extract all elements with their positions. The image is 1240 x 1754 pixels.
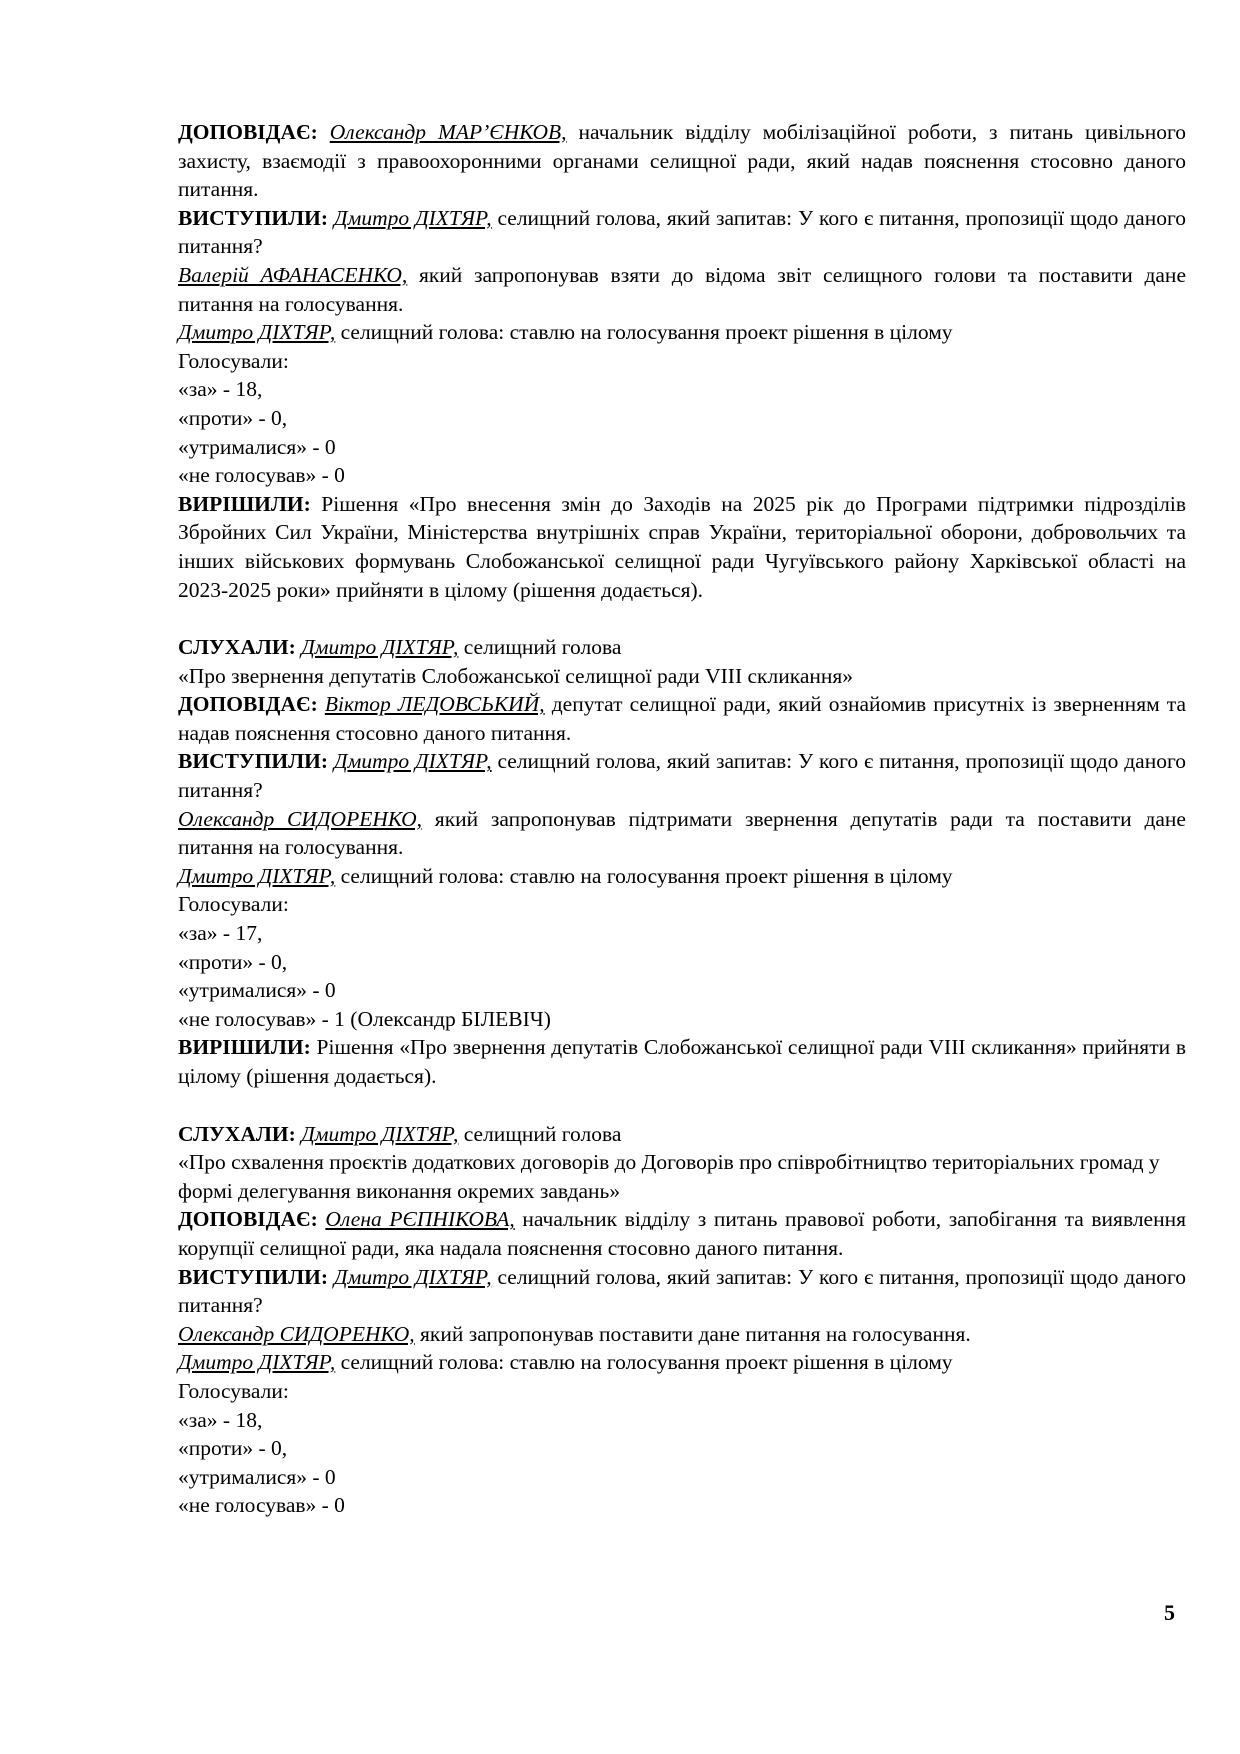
minutes-line [178, 976, 1186, 1005]
person-name: Дмитро ДІХТЯР, [333, 1264, 492, 1289]
section-label: СЛУХАЛИ: [178, 1121, 296, 1146]
minutes-line [178, 1463, 1186, 1492]
line-text: депутат селищної ради, який ознайомив присутніх із зверненням та надав пояснення стосовно даного питання. [178, 692, 1186, 745]
section-label: ДОПОВІДАЄ: [178, 692, 318, 717]
person-name: Дмитро ДІХТЯР, [301, 635, 459, 660]
minutes-line [178, 433, 1186, 462]
line-text: селищний голова [458, 1121, 622, 1146]
minutes-line [178, 862, 1186, 891]
section-label: ВИРІШИЛИ: [178, 1035, 311, 1060]
line-text: селищний голова, який запитав: У кого є питання, пропозиції щодо даного питання? [178, 749, 1186, 803]
minutes-line [178, 375, 1186, 404]
line-text: «проти» - 0, [178, 949, 288, 974]
line-text: який запропонував взяти до відома звіт селищного голови та поставити дане питання на голосування. [178, 262, 1186, 316]
line-text: «за» - 18, [178, 1407, 263, 1432]
page-number: 5 [1164, 1600, 1175, 1625]
minutes-line [178, 1120, 1186, 1149]
person-name: Віктор ЛЕДОВСЬКИЙ, [324, 692, 545, 717]
line-text: Рішення «Про звернення депутатів Слобожанської селищної ради VIII скликання» прийняти в цілому (рішення додається). [178, 1035, 1186, 1088]
minutes-line [178, 204, 1186, 261]
minutes-line [178, 1348, 1186, 1377]
section-label: ДОПОВІДАЄ: [178, 120, 318, 144]
line-text: селищний голова: ставлю на голосування проект рішення в цілому [335, 320, 953, 345]
minutes-line [178, 1434, 1186, 1463]
line-text: «утрималися» - 0 [178, 978, 336, 1003]
line-text: начальник відділу з питань правової роботи, запобігання та виявлення корупції селищної ради, яка надала пояснення стосовно даного питання. [178, 1207, 1186, 1260]
line-text: Голосували: [178, 348, 289, 373]
section-gap [178, 604, 1186, 633]
section-label: ВИСТУПИЛИ: [178, 749, 329, 774]
line-text: Голосували: [178, 892, 289, 917]
person-name: Дмитро ДІХТЯР, [333, 205, 492, 230]
person-name: Валерій АФАНАСЕНКО, [178, 262, 408, 287]
minutes-section [178, 633, 1186, 1091]
minutes-line [178, 461, 1186, 490]
section-label: ВИСТУПИЛИ: [178, 1264, 329, 1289]
person-name: Олена РЄПНІКОВА, [325, 1207, 515, 1232]
minutes-line [178, 1148, 1186, 1205]
line-text: Голосували: [178, 1378, 289, 1403]
line-text: начальник відділу мобілізаційної роботи, з питань цивільного захисту, взаємодії з правоохоронними органами селищної ради, який надав пояснення стосовно даного питання. [178, 120, 1187, 202]
section-label: ВИСТУПИЛИ: [178, 205, 329, 230]
minutes-section [178, 1120, 1186, 1520]
section-label: ДОПОВІДАЄ: [178, 1207, 318, 1232]
line-text: «Про схвалення проєктів додаткових договорів до Договорів про співробітництво територіальних громад у формі делегування виконання окремих завдань» [178, 1150, 1160, 1203]
minutes-line [178, 1406, 1186, 1435]
section-label: ВИРІШИЛИ: [178, 491, 311, 516]
line-text: «за» - 18, [178, 377, 263, 402]
line-text: «Про звернення депутатів Слобожанської селищної ради VIII скликання» [178, 663, 854, 688]
minutes-line [178, 948, 1186, 977]
line-text: «не голосував» - 0 [178, 1493, 345, 1518]
minutes-line [178, 633, 1186, 662]
minutes-line [178, 747, 1186, 804]
minutes-line [178, 118, 1186, 204]
minutes-line [178, 1377, 1186, 1406]
person-name: Олександр СИДОРЕНКО, [178, 1321, 415, 1346]
minutes-line [178, 1205, 1186, 1262]
line-text: селищний голова, який запитав: У кого є питання, пропозиції щодо даного питання? [178, 1264, 1186, 1318]
minutes-line [178, 805, 1186, 862]
document-page [178, 118, 1186, 1520]
line-text: селищний голова, який запитав: У кого є питання, пропозиції щодо даного питання? [178, 205, 1186, 259]
minutes-line [178, 690, 1186, 747]
line-text: «проти» - 0, [178, 1436, 288, 1461]
line-text: який запропонував поставити дане питання на голосування. [414, 1321, 971, 1346]
section-label: СЛУХАЛИ: [178, 635, 296, 660]
line-text: «проти» - 0, [178, 405, 288, 430]
minutes-section [178, 118, 1186, 604]
person-name: Дмитро ДІХТЯР, [178, 863, 336, 888]
person-name: Олександр МАР’ЄНКОВ, [329, 120, 567, 144]
section-gap [178, 1091, 1186, 1120]
line-text: селищний голова [458, 635, 622, 660]
minutes-line [178, 261, 1186, 318]
line-text: «утрималися» - 0 [178, 1464, 336, 1489]
line-text: «за» - 17, [178, 921, 263, 946]
minutes-line [178, 890, 1186, 919]
minutes-line [178, 318, 1186, 347]
minutes-line [178, 347, 1186, 376]
minutes-line [178, 1263, 1186, 1320]
minutes-line [178, 404, 1186, 433]
line-text: селищний голова: ставлю на голосування проект рішення в цілому [335, 863, 953, 888]
line-text: який запропонував підтримати звернення депутатів ради та поставити дане питання на голосування. [178, 806, 1186, 860]
minutes-line [178, 1033, 1186, 1090]
line-text: «утрималися» - 0 [178, 434, 336, 459]
line-text: «не голосував» - 0 [178, 463, 345, 488]
minutes-line [178, 919, 1186, 948]
minutes-line [178, 490, 1186, 604]
person-name: Дмитро ДІХТЯР, [178, 1350, 336, 1375]
line-text: Рішення «Про внесення змін до Заходів на 2025 рік до Програми підтримки підрозділів Збройних Сил України, Міністерства внутрішніх справ України, територіальної оборони, добровольчих та інших військових формувань Слобожанської селищної ради Чугуївського району Харківської області на 2023-2025 роки» прийняти в цілому (рішення додається). [178, 491, 1186, 602]
minutes-line [178, 662, 1186, 691]
person-name: Дмитро ДІХТЯР, [333, 749, 492, 774]
person-name: Дмитро ДІХТЯР, [178, 320, 336, 345]
person-name: Дмитро ДІХТЯР, [301, 1121, 459, 1146]
minutes-line [178, 1320, 1186, 1349]
person-name: Олександр СИДОРЕНКО, [178, 806, 423, 831]
line-text: селищний голова: ставлю на голосування проект рішення в цілому [335, 1350, 953, 1375]
minutes-line [178, 1491, 1186, 1520]
minutes-line [178, 1005, 1186, 1034]
line-text: «не голосував» - 1 (Олександр БІЛЕВІЧ) [178, 1006, 551, 1031]
